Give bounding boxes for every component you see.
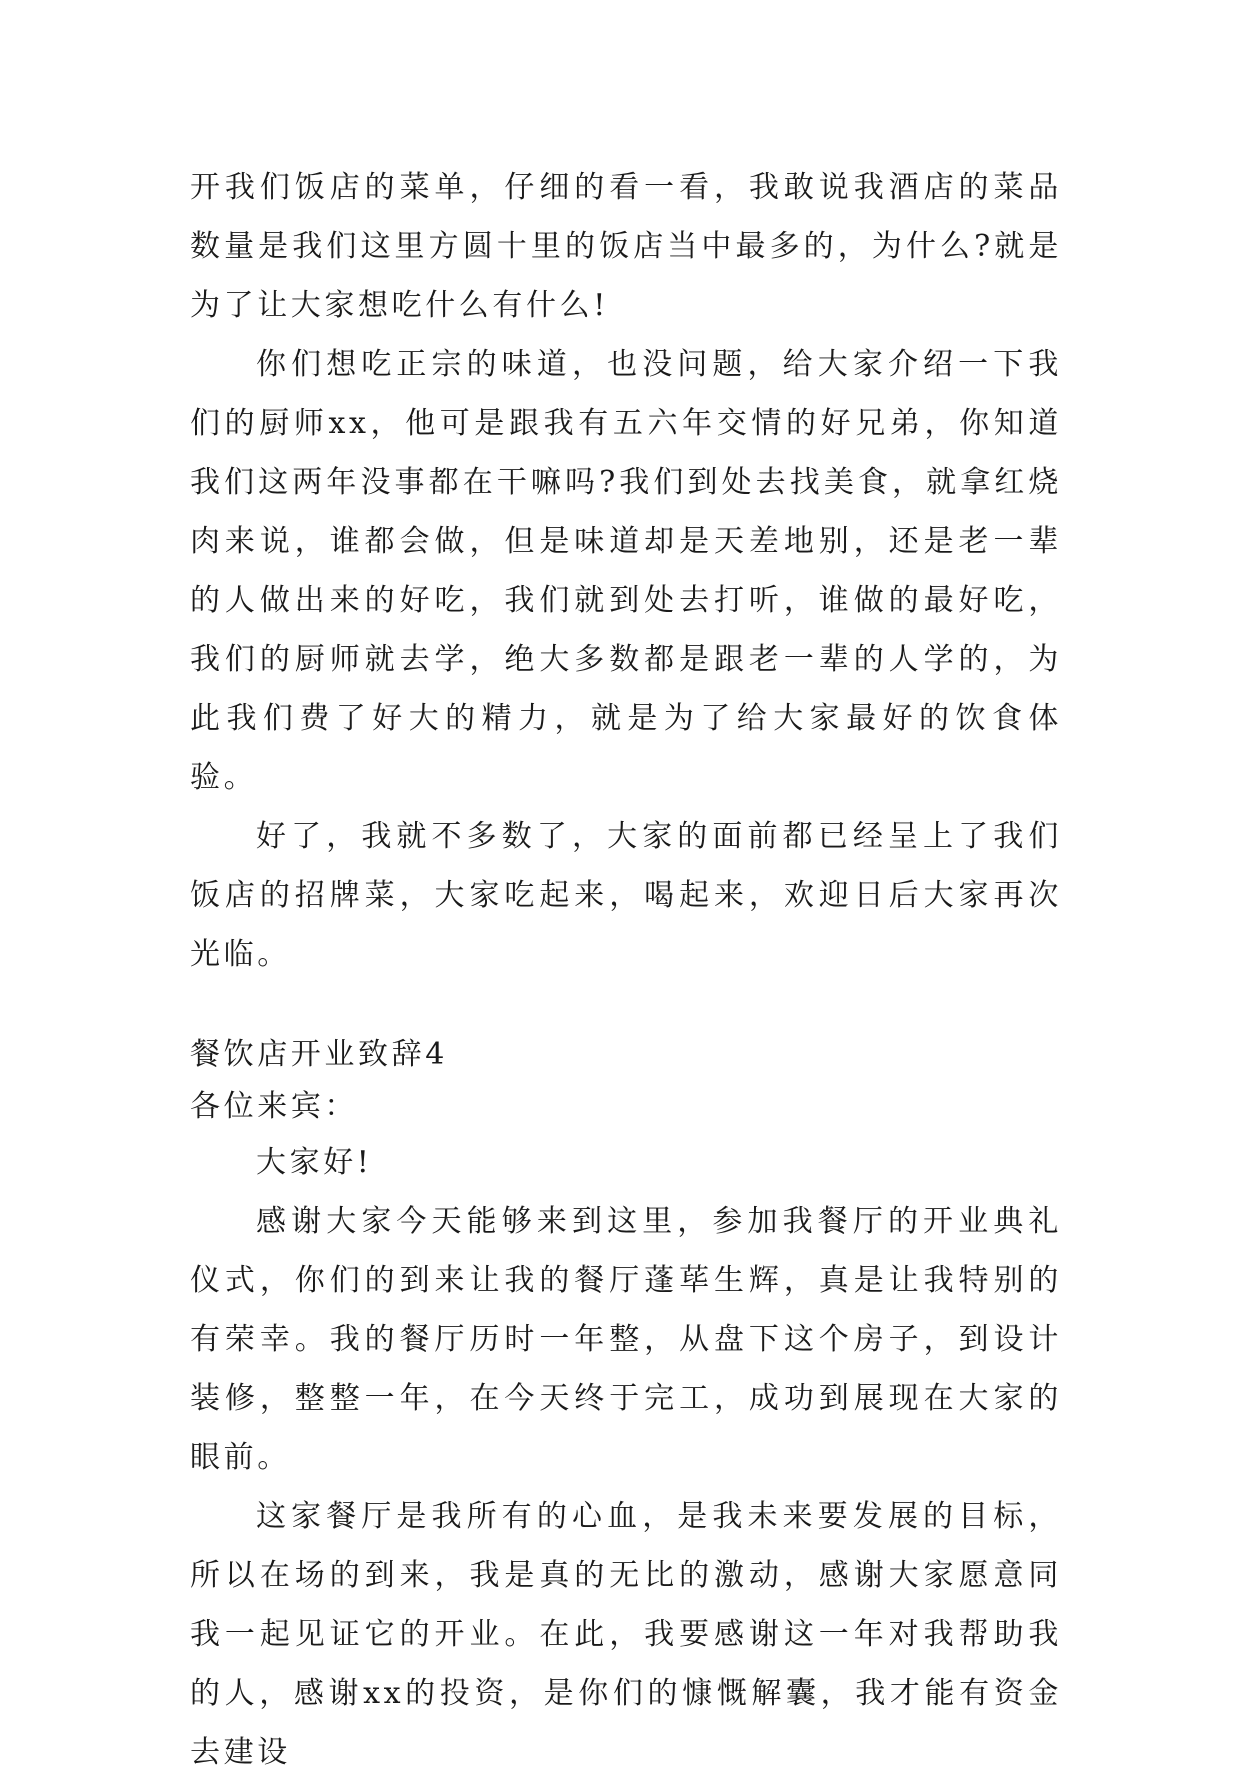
document-page [190,158,1062,1782]
greeting: 大家好! [256,1145,373,1180]
salutation: 各位来宾： [190,1089,358,1124]
paragraph-closing: 好了，我就不多数了，大家的面前都已经呈上了我们饭店的招牌菜，大家吃起来，喝起来，欢迎日后大家再次光临。 [190,819,1062,972]
section-title: 餐饮店开业致辞4 [190,1037,448,1072]
paragraph-chef: 你们想吃正宗的味道，也没问题，给大家介绍一下我们的厨师xx，他可是跟我有五六年交情的好兄弟，你知道我们这两年没事都在干嘛吗?我们到处去找美食，就拿红烧肉来说，谁都会做，但是味道却是天差地别，还是老一辈的人做出来的好吃，我们就到处去打听，谁做的最好吃，我们的厨师就去学，绝大多数都是跟老一辈的人学的，为此我们费了好大的精力，就是为了给大家最好的饮食体验。 [190,347,1062,795]
paragraph-thanks: 感谢大家今天能够来到这里，参加我餐厅的开业典礼仪式，你们的到来让我的餐厅蓬荜生辉，真是让我特别的有荣幸。我的餐厅历时一年整，从盘下这个房子，到设计装修，整整一年，在今天终于完工，成功到展现在大家的眼前。 [190,1204,1062,1475]
section-gap [190,984,1062,1029]
paragraph-menu: 开我们饭店的菜单，仔细的看一看，我敢说我酒店的菜品数量是我们这里方圆十里的饭店当中最多的，为什么?就是为了让大家想吃什么有什么! [190,170,1062,323]
paragraph-restaurant: 这家餐厅是我所有的心血，是我未来要发展的目标，所以在场的到来，我是真的无比的激动，感谢大家愿意同我一起见证它的开业。在此，我要感谢这一年对我帮助我的人，感谢xx的投资，是你们的慷慨解囊，我才能有资金去建设 [190,1499,1062,1770]
